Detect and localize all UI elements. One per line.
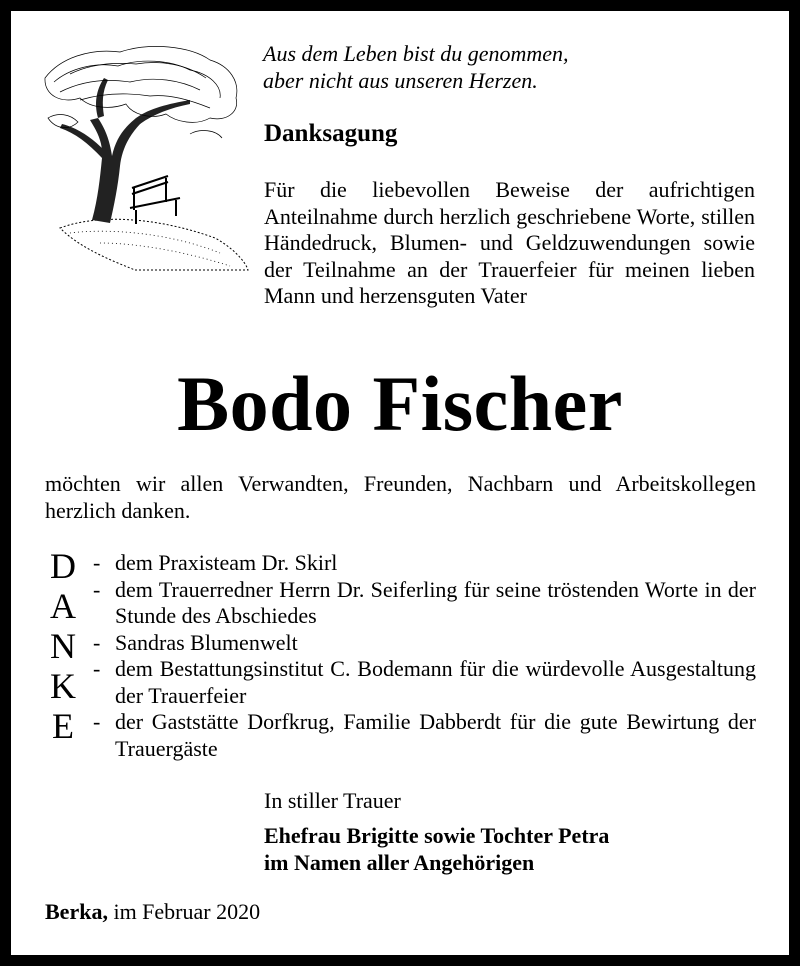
heading: Danksagung: [264, 120, 398, 147]
deceased-name: Bodo Fischer: [177, 360, 623, 447]
danke-column: [45, 546, 81, 746]
signature-line-2: im Namen aller Angehörigen: [264, 850, 535, 875]
thanks-list: [93, 550, 756, 762]
signature-intro: In stiller Trauer: [264, 788, 401, 813]
list-dash: -: [93, 576, 101, 602]
list-dash: -: [93, 629, 101, 655]
list-item-text: dem Praxisteam Dr. Skirl: [115, 550, 338, 575]
footer-date: im Februar 2020: [113, 899, 261, 924]
list-item-text: Sandras Blumenwelt: [115, 629, 298, 655]
thanks-text: möchten wir allen Verwandten, Freunden, Nachbarn und Arbeitskollegen herzlich danken.: [45, 471, 756, 523]
signature-names: [264, 822, 609, 876]
poem-line-1: Aus dem Leben bist du genommen,: [263, 41, 569, 66]
list-item: [93, 550, 756, 577]
list-item: [93, 577, 756, 630]
list-item-text: dem Trauerredner Herrn Dr. Seiferling für seine tröstenden Worte in der Stunde des Abschiedes: [115, 576, 756, 628]
list-item: [93, 630, 756, 657]
list-dash: -: [93, 656, 101, 681]
poem-line-2: aber nicht aus unseren Herzen.: [263, 68, 538, 93]
list-item: [93, 709, 756, 762]
danke-letter: N: [50, 626, 76, 666]
list-dash: -: [93, 550, 101, 575]
danke-letter: K: [50, 666, 76, 706]
danke-letter: D: [50, 546, 76, 586]
footer-place-date: [45, 899, 260, 925]
poem: [263, 40, 569, 94]
list-dash: -: [93, 709, 101, 734]
signature-line-1: Ehefrau Brigitte sowie Tochter Petra: [264, 823, 610, 848]
list-item: [93, 656, 756, 709]
footer-place: Berka,: [45, 899, 108, 924]
intro-text: Für die liebevollen Beweise der aufrichtigen Anteilnahme durch herzlich geschriebene Worte, stillen Händedruck, Blumen- und Geldzuwendungen sowie der Teilnahme an der Trauerfeier für meinen lieben Mann und herzensguten Vater: [264, 177, 755, 308]
list-item-text: dem Bestattungsinstitut C. Bodemann für die würdevolle Ausgestaltung der Trauerfeier: [115, 656, 756, 708]
tree-with-bench-illustration: [40, 38, 250, 274]
danke-letter: E: [52, 706, 74, 746]
list-item-text: der Gaststätte Dorfkrug, Familie Dabberdt für die gute Bewirtung der Trauergäste: [115, 709, 756, 761]
danke-letter: A: [50, 586, 76, 626]
